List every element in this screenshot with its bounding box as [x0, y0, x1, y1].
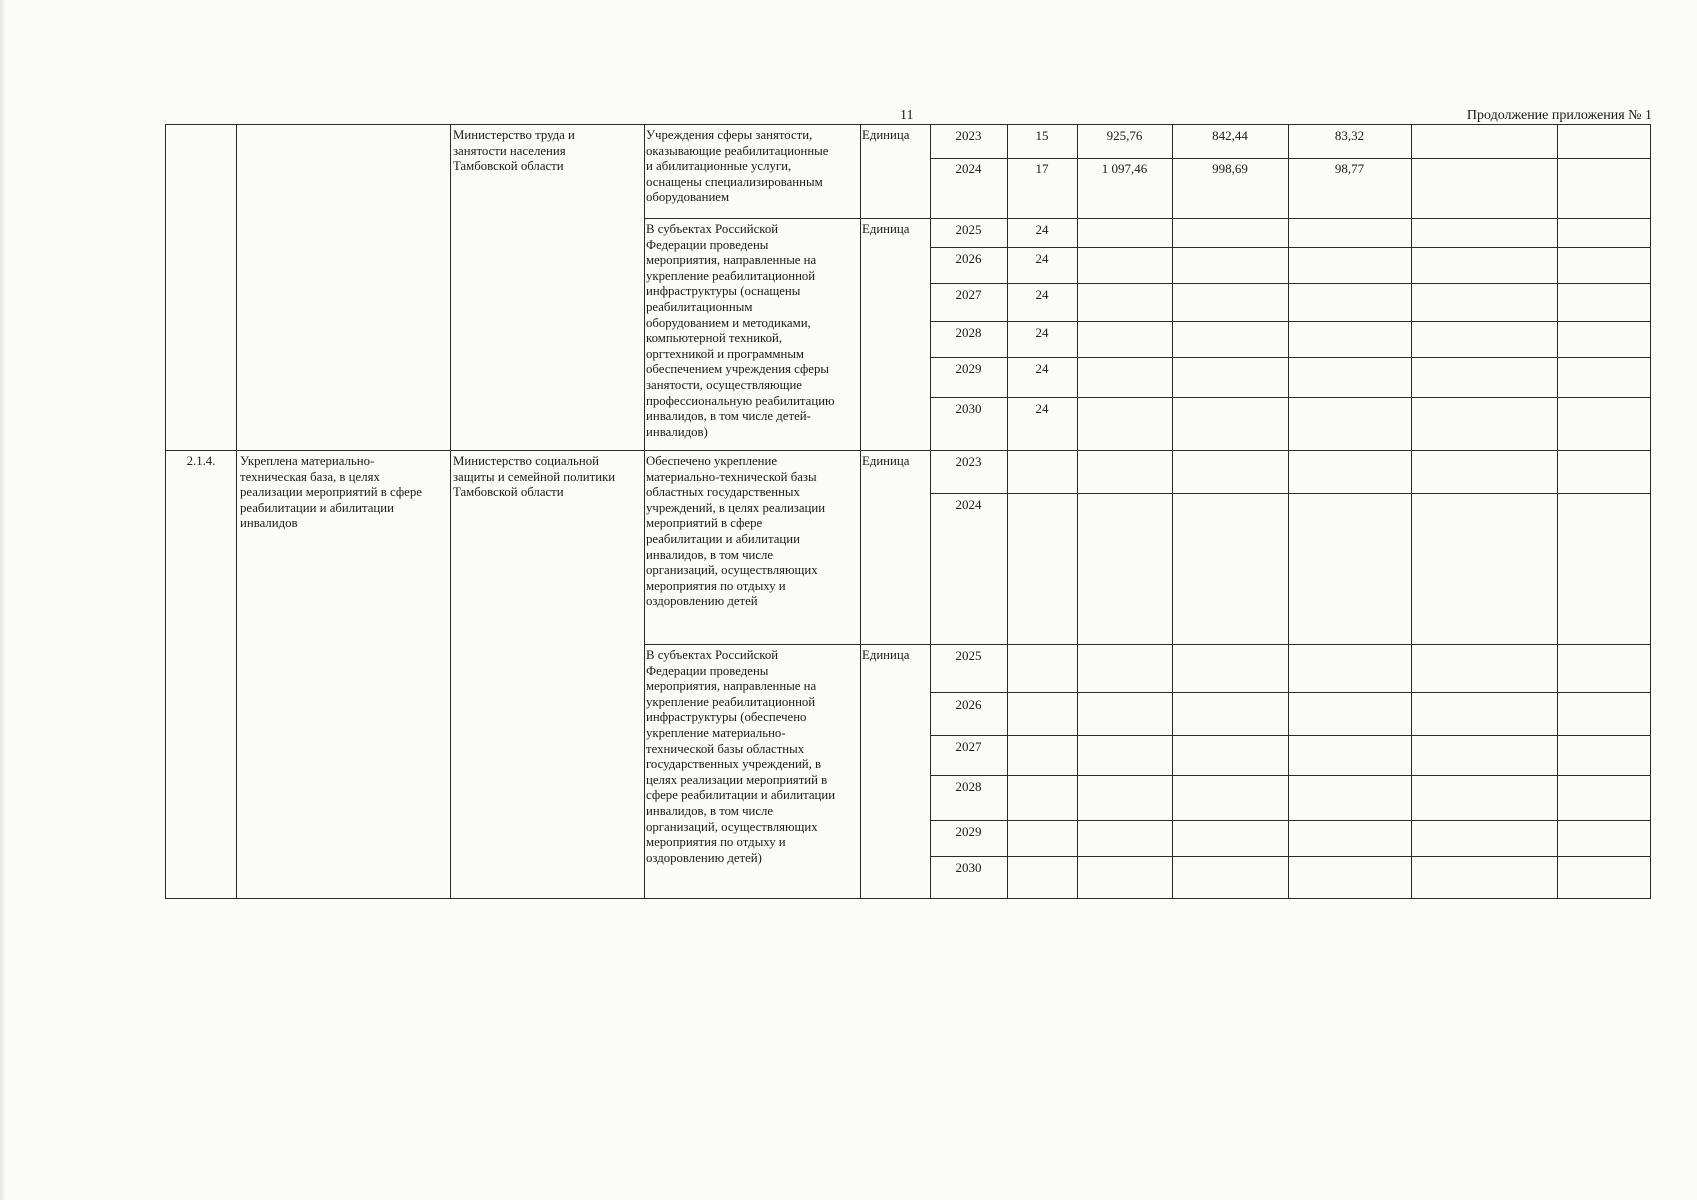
continuation-label: Продолжение приложения № 1: [1466, 108, 1652, 123]
regional-cell: 83,32: [1334, 128, 1365, 143]
block-result: Укреплена материально- техническая база, в целях реализации мероприятий в сфере реабилитации и абилитации инвалидов: [240, 454, 422, 531]
row-divider: [930, 357, 1650, 358]
year-cell: 2023: [955, 454, 982, 469]
page-number: 11: [900, 108, 914, 123]
column-border: [1172, 124, 1173, 899]
indicator-text: В субъектах Российской Федерации проведены мероприятия, направленные на укрепление реабилитационной инфраструктуры (оснащены реабилитационным оборудованием и методиками, компьютерной техникой, оргтехникой и программным обеспечением учреждения сферы занятости, осуществляющие профессиональную реабилитацию инвалидов, в том числе детей- инвалидов): [646, 222, 835, 439]
row-divider: [930, 397, 1650, 398]
row-divider: [930, 856, 1650, 857]
year-cell: 2024: [955, 161, 982, 176]
regional-cell: 98,77: [1334, 161, 1365, 176]
column-border: [1288, 124, 1289, 899]
year-cell: 2024: [955, 497, 982, 512]
year-cell: 2027: [955, 739, 982, 754]
year-cell: 2025: [955, 222, 982, 237]
total-cell: 925,76: [1106, 128, 1143, 143]
row-divider: [930, 775, 1650, 776]
row-divider: [930, 321, 1650, 322]
year-cell: 2029: [955, 824, 982, 839]
year-cell: 2030: [955, 860, 982, 875]
column-border: [1557, 124, 1558, 899]
federal-cell: 842,44: [1212, 128, 1248, 143]
indicator-text: Обеспечено укрепление материально-технической базы областных государственных учреждений, в целях реализации мероприятий в сфере реабилитации и абилитации инвалидов, в том числе организаций, осуществляющих мероприятия по отдыху и оздоровлению детей: [646, 454, 826, 609]
indicator-text: В субъектах Российской Федерации проведены мероприятия, направленные на укрепление реабилитационной инфраструктуры (обеспечено укрепление материально- технической базы областных государственных учреждений, в целях реализации мероприятий в сфере реабилитации и абилитации инвалидов, в том числе организаций, осуществляющих мероприятия по отдыху и оздоровлению детей): [646, 648, 836, 865]
year-cell: 2028: [955, 325, 982, 340]
value-cell: 24: [1035, 251, 1049, 266]
value-cell: 15: [1035, 128, 1049, 143]
scan-edge: [0, 0, 6, 1200]
value-cell: 17: [1035, 161, 1049, 176]
value-cell: 24: [1035, 222, 1049, 237]
total-cell: 1 097,46: [1101, 161, 1148, 176]
column-border: [1007, 124, 1008, 899]
column-border: [1077, 124, 1078, 899]
year-cell: 2030: [955, 401, 982, 416]
group-divider: [644, 218, 1650, 219]
year-cell: 2023: [955, 128, 982, 143]
row-divider: [930, 692, 1650, 693]
unit-text: Единица: [862, 648, 910, 662]
column-border: [860, 124, 861, 899]
block-responsible: Министерство труда и занятости населения Тамбовской области: [453, 128, 575, 174]
value-cell: 24: [1035, 325, 1049, 340]
block-responsible: Министерство социальной защиты и семейной политики Тамбовской области: [453, 454, 616, 500]
row-divider: [930, 820, 1650, 821]
value-cell: 24: [1035, 287, 1049, 302]
column-border: [236, 124, 237, 899]
year-cell: 2029: [955, 361, 982, 376]
table-bottom-border: [165, 898, 1650, 899]
column-border: [450, 124, 451, 899]
block-number: 2.1.4.: [186, 454, 216, 468]
year-cell: 2025: [955, 648, 982, 663]
row-divider: [930, 493, 1650, 494]
unit-text: Единица: [862, 454, 910, 468]
year-cell: 2026: [955, 697, 982, 712]
column-border: [1650, 124, 1651, 899]
indicator-text: Учреждения сферы занятости, оказывающие реабилитационные и абилитационные услуги, оснащены специализированным оборудованием: [646, 128, 829, 205]
unit-text: Единица: [862, 128, 910, 142]
row-divider: [930, 283, 1650, 284]
value-cell: 24: [1035, 401, 1049, 416]
column-border: [644, 124, 645, 899]
year-cell: 2026: [955, 251, 982, 266]
block-divider: [165, 450, 1650, 451]
federal-cell: 998,69: [1212, 161, 1248, 176]
group-divider: [644, 644, 1650, 645]
year-cell: 2027: [955, 287, 982, 302]
year-cell: 2028: [955, 779, 982, 794]
table-top-border: [165, 124, 1650, 125]
row-divider: [930, 735, 1650, 736]
row-divider: [930, 158, 1650, 159]
column-border: [1411, 124, 1412, 899]
unit-text: Единица: [862, 222, 910, 236]
value-cell: 24: [1035, 361, 1049, 376]
row-divider: [930, 247, 1650, 248]
column-border: [165, 124, 166, 899]
